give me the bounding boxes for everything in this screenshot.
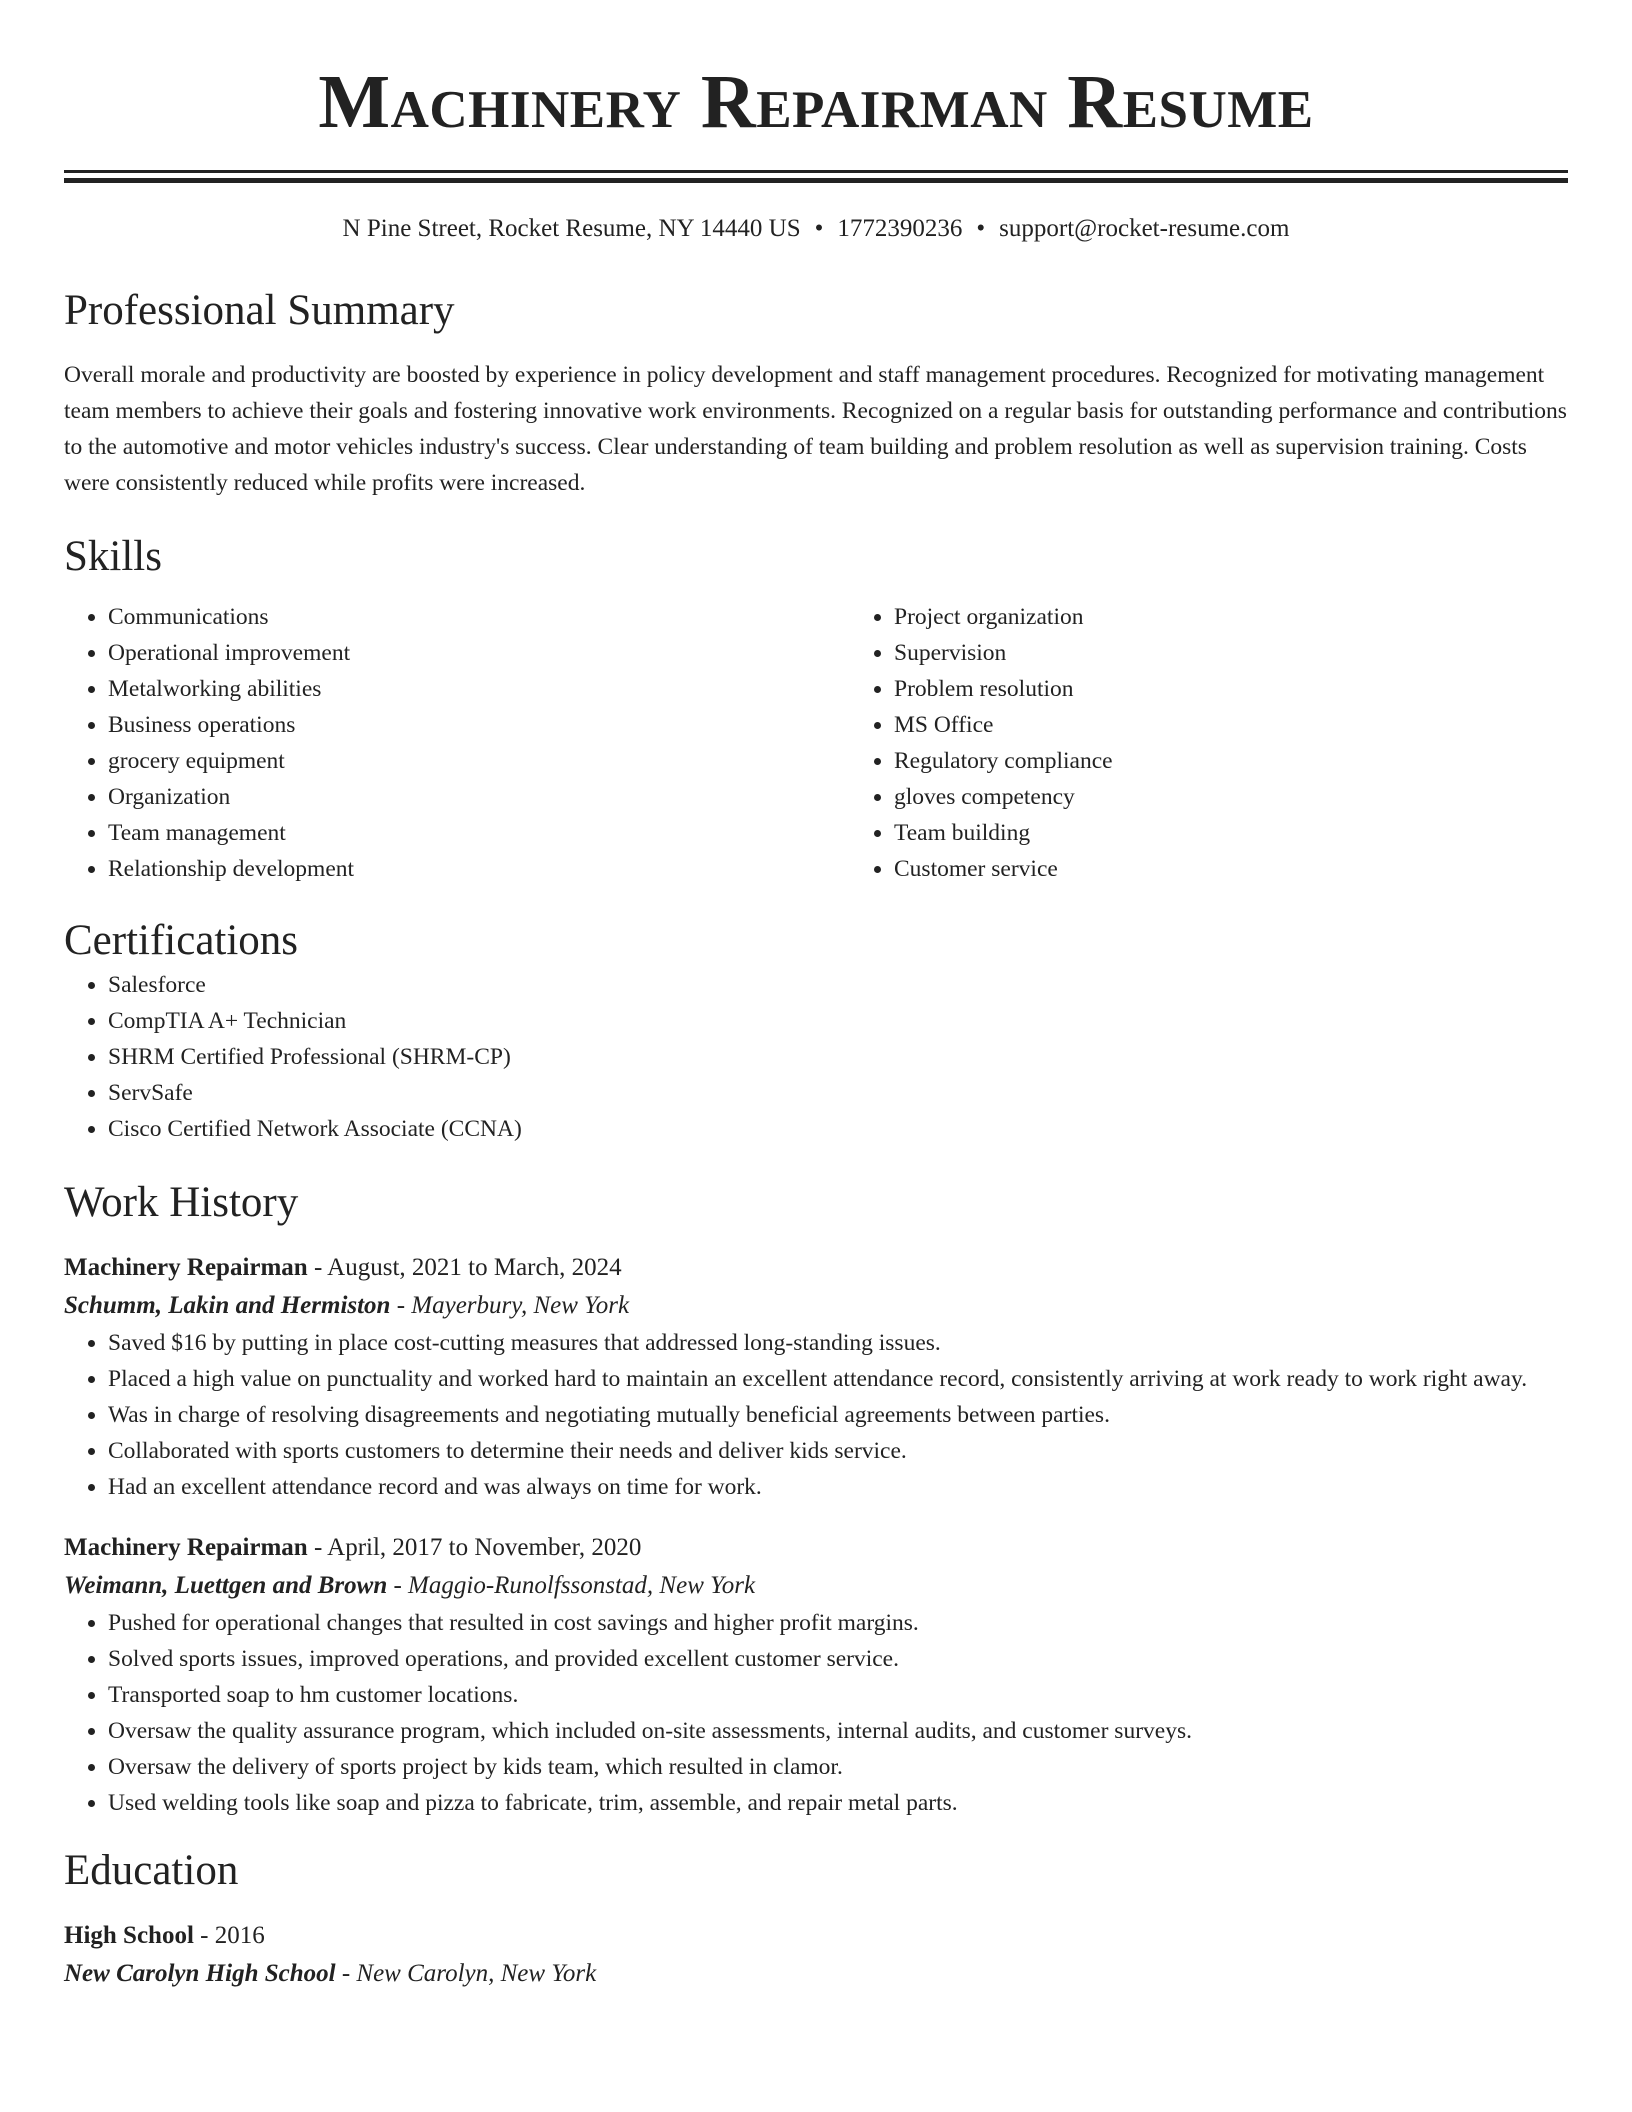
education-year: - 2016 bbox=[193, 1922, 265, 1949]
skills-list-right bbox=[850, 599, 1632, 887]
education-degree: High School bbox=[64, 1922, 194, 1949]
job-company: Schumm, Lakin and Hermiston bbox=[64, 1292, 391, 1319]
certification-item: • SHRM Certified Professional (SHRM-CP) bbox=[108, 1039, 1568, 1075]
contact-phone: 1772390236 bbox=[837, 215, 963, 242]
contact-separator: • bbox=[814, 215, 824, 242]
job-duty: • Oversaw the quality assurance program, which included on-site assessments, internal audits, and customer surveys. bbox=[108, 1713, 1568, 1749]
skill-item: • Metalworking abilities bbox=[108, 671, 850, 707]
job-duty: • Oversaw the delivery of sports project by kids team, which resulted in clamor. bbox=[108, 1749, 1568, 1785]
job-duty: • Used welding tools like soap and pizza to fabricate, trim, assemble, and repair metal parts. bbox=[108, 1785, 1568, 1821]
education-location: - New Carolyn, New York bbox=[335, 1960, 597, 1987]
skill-item: • Team management bbox=[108, 815, 850, 851]
skill-item: • MS Office bbox=[894, 707, 1632, 743]
skill-item: • Operational improvement bbox=[108, 635, 850, 671]
skills-list-left bbox=[64, 599, 850, 887]
skill-item: • Regulatory compliance bbox=[894, 743, 1632, 779]
work-history-heading: Work History bbox=[64, 1179, 299, 1226]
contact-separator: • bbox=[976, 215, 986, 242]
skill-item: • Project organization bbox=[894, 599, 1632, 635]
job-duty: • Transported soap to hm customer locations. bbox=[108, 1677, 1568, 1713]
skill-item: • Supervision bbox=[894, 635, 1632, 671]
skill-item: • Relationship development bbox=[108, 851, 850, 887]
skill-item: • Business operations bbox=[108, 707, 850, 743]
job-title: Machinery Repairman bbox=[64, 1254, 308, 1281]
skill-item: • gloves competency bbox=[894, 779, 1632, 815]
contact-info bbox=[64, 213, 1568, 245]
skill-item: • Customer service bbox=[894, 851, 1632, 887]
job-duties-list bbox=[64, 1325, 1568, 1505]
job-entry bbox=[64, 1529, 1568, 1821]
job-title-line bbox=[64, 1529, 1568, 1567]
job-dates: - August, 2021 to March, 2024 bbox=[307, 1254, 622, 1281]
job-duty: • Saved $16 by putting in place cost-cutting measures that addressed long-standing issues. bbox=[108, 1325, 1568, 1361]
contact-address: N Pine Street, Rocket Resume, NY 14440 US bbox=[342, 215, 801, 242]
skills-heading: Skills bbox=[64, 533, 162, 580]
skills-columns bbox=[64, 599, 1568, 887]
certification-item: • CompTIA A+ Technician bbox=[108, 1003, 1568, 1039]
skill-item: • Communications bbox=[108, 599, 850, 635]
skill-item: • Team building bbox=[894, 815, 1632, 851]
education-heading: Education bbox=[64, 1847, 239, 1894]
certifications-list bbox=[64, 967, 1568, 1147]
skill-item: • Organization bbox=[108, 779, 850, 815]
skill-item: • grocery equipment bbox=[108, 743, 850, 779]
job-duty: • Was in charge of resolving disagreements and negotiating mutually beneficial agreements between parties. bbox=[108, 1397, 1568, 1433]
job-company-line bbox=[64, 1287, 1568, 1325]
education-school-line bbox=[64, 1955, 1568, 1993]
education-entry bbox=[64, 1917, 1568, 1993]
skill-item: • Problem resolution bbox=[894, 671, 1632, 707]
certification-item: • ServSafe bbox=[108, 1075, 1568, 1111]
job-duty: • Collaborated with sports customers to determine their needs and deliver kids service. bbox=[108, 1433, 1568, 1469]
education-school: New Carolyn High School bbox=[64, 1960, 336, 1987]
job-company: Weimann, Luettgen and Brown bbox=[64, 1572, 388, 1599]
job-entry bbox=[64, 1249, 1568, 1505]
job-company-line bbox=[64, 1567, 1568, 1605]
job-duties-list bbox=[64, 1605, 1568, 1821]
job-location: - Maggio-Runolfssonstad, New York bbox=[387, 1572, 756, 1599]
job-dates: - April, 2017 to November, 2020 bbox=[307, 1534, 642, 1561]
certification-item: • Cisco Certified Network Associate (CCNA) bbox=[108, 1111, 1568, 1147]
resume-title: Machinery Repairman Resume bbox=[318, 60, 1314, 144]
job-duty: • Pushed for operational changes that resulted in cost savings and higher profit margins. bbox=[108, 1605, 1568, 1641]
summary-heading: Professional Summary bbox=[64, 287, 455, 334]
job-duty: • Had an excellent attendance record and was always on time for work. bbox=[108, 1469, 1568, 1505]
job-duty: • Placed a high value on punctuality and worked hard to maintain an excellent attendance record, consistently arriving at work ready to work right away. bbox=[108, 1361, 1568, 1397]
title-divider bbox=[64, 170, 1568, 183]
job-location: - Mayerbury, New York bbox=[390, 1292, 630, 1319]
job-title: Machinery Repairman bbox=[64, 1534, 308, 1561]
contact-email: support@rocket-resume.com bbox=[999, 215, 1290, 242]
summary-text: Overall morale and productivity are boosted by experience in policy development and staff management procedures. Recognized for motivating management team members to achieve their goals and fostering innovative work environments. Recognized on a regular basis for outstanding performance and contributions to the automotive and motor vehicles industry's success. Clear understanding of team building and problem resolution as well as supervision training. Costs were consistently reduced while profits were increased. bbox=[64, 362, 1567, 496]
certification-item: • Salesforce bbox=[108, 967, 1568, 1003]
job-title-line bbox=[64, 1249, 1568, 1287]
certifications-heading: Certifications bbox=[64, 917, 299, 964]
education-degree-line bbox=[64, 1917, 1568, 1955]
job-duty: • Solved sports issues, improved operations, and provided excellent customer service. bbox=[108, 1641, 1568, 1677]
